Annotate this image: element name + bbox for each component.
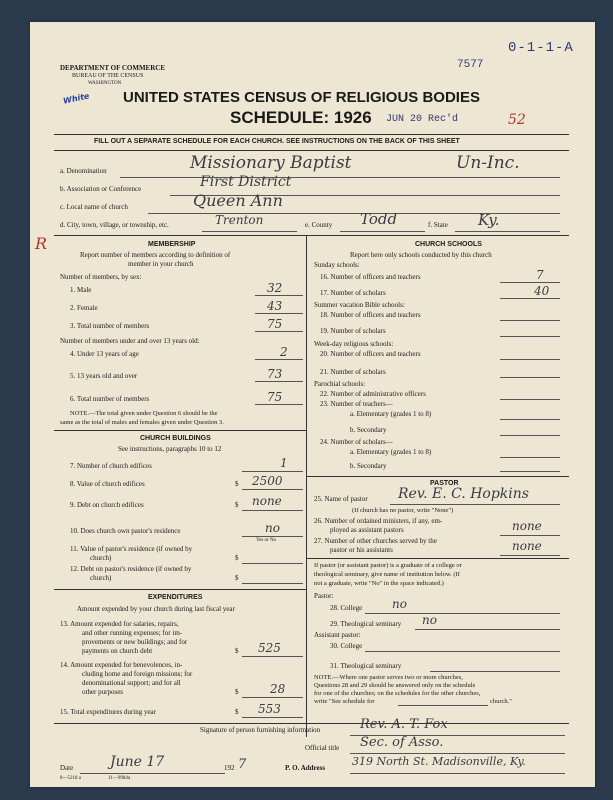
q30-label: 30. College: [330, 642, 363, 650]
q31-label: 31. Theological seminary: [330, 662, 402, 670]
q1-value: 32: [267, 281, 283, 295]
washington-line: WASHINGTON: [88, 81, 122, 86]
pastor-rule: [306, 558, 569, 559]
q7-value: 1: [280, 456, 288, 470]
membership-sub2: member in your church: [128, 260, 194, 268]
q29-value: no: [422, 613, 437, 627]
red-number: 52: [508, 112, 526, 128]
q15-label: 15. Total expenditures during year: [60, 708, 156, 716]
schools-rule: [306, 476, 569, 477]
q28-label: 28. College: [330, 604, 363, 612]
association-label: b. Association or Conference: [60, 185, 142, 193]
expenditures-heading: EXPENDITURES: [148, 594, 203, 601]
q25-note: (If church has no pastor, write "None"): [352, 507, 454, 514]
membership-rule: [54, 430, 306, 431]
q25-value: Rev. E. C. Hopkins: [398, 486, 529, 502]
graduate-note1: If pastor (or assistant pastor) is a graduate of a college or: [314, 562, 462, 569]
q16-label: 16. Number of officers and teachers: [320, 273, 421, 281]
department-line: DEPARTMENT OF COMMERCE: [60, 64, 166, 72]
q4-value: 2: [280, 345, 288, 359]
q5-label: 5. 13 years old and over: [70, 372, 138, 380]
q23b-label: b. Secondary: [350, 426, 387, 434]
q9-value: none: [252, 494, 282, 508]
county-label: e. County: [305, 221, 333, 229]
yes-or-no-hint: Yes or No: [256, 538, 277, 543]
buildings-heading: CHURCH BUILDINGS: [140, 435, 211, 442]
year-prefix: 192: [224, 764, 235, 772]
buildings-rule: [54, 589, 306, 590]
denomination-label: a. Denomination: [60, 167, 107, 175]
q12-label-b: church): [90, 574, 112, 582]
q26-label-b: ployed as assistant pastors: [330, 526, 404, 534]
corner-code: 0-1-1-A: [508, 40, 574, 56]
city-value: Trenton: [215, 213, 264, 227]
q14-label-a: 14. Amount expended for benevolences, in-: [60, 661, 183, 669]
membership-sub1: Report number of members according to definition of: [80, 251, 231, 259]
pastor-note3: for one of the churches; on the schedules for the other churches,: [314, 690, 481, 697]
official-title-value: Sec. of Asso.: [360, 735, 444, 750]
q8-value: 2500: [252, 474, 283, 488]
q26-value: none: [512, 519, 542, 533]
q17-value: 40: [534, 284, 550, 298]
signature-value: Rev. A. T. Fox: [360, 717, 448, 732]
q22-label: 22. Number of administrative officers: [320, 390, 426, 398]
by-sex-label: Number of members, by sex:: [60, 273, 142, 281]
date-label: Date: [60, 764, 74, 772]
q9-label: 9. Debt on church edifices: [70, 501, 144, 509]
q21-label: 21. Number of scholars: [320, 368, 386, 376]
age-heading: Number of members under and over 13 years old:: [60, 337, 200, 345]
parochial-label: Parochial schools:: [314, 380, 366, 388]
po-address-label: P. O. Address: [285, 764, 326, 772]
pastor-note4: write "See schedule for: [314, 698, 375, 705]
denomination-value-2: Un-Inc.: [456, 153, 520, 173]
q24a-label: a. Elementary (grades 1 to 8): [350, 448, 432, 456]
schools-heading: CHURCH SCHOOLS: [415, 241, 482, 248]
q23-label: 23. Number of teachers—: [320, 400, 393, 408]
bottom-rule: [54, 723, 569, 724]
fields-rule: [54, 235, 569, 236]
city-label: d. City, town, village, or township, etc.: [60, 221, 169, 229]
q2-value: 43: [267, 299, 283, 313]
white-stamp: White: [62, 91, 91, 106]
q1-label: 1. Male: [70, 286, 92, 294]
q18-label: 18. Number of officers and teachers: [320, 311, 421, 319]
state-label: f. State: [428, 221, 448, 229]
q16-value: 7: [536, 268, 544, 282]
bureau-line: BUREAU OF THE CENSUS: [72, 73, 144, 79]
weekday-label: Week-day religious schools:: [314, 340, 394, 348]
q11-label-a: 11. Value of pastor's residence (if owned by: [70, 545, 193, 553]
q29-label: 29. Theological seminary: [330, 620, 402, 628]
assistant-label: Assistant pastor:: [314, 631, 361, 639]
q6-label: 6. Total number of members: [70, 395, 150, 403]
official-title-label: Official title: [305, 744, 340, 752]
q13-value: 525: [258, 641, 281, 655]
state-value: Ky.: [478, 211, 500, 229]
q15-value: 553: [258, 702, 281, 716]
q6-value: 75: [267, 390, 283, 404]
q25-label: 25. Name of pastor: [314, 495, 368, 503]
q10-label: 10. Does church own pastor's residence: [70, 527, 181, 535]
pastor-heading: PASTOR: [430, 480, 459, 487]
q3-label: 3. Total number of members: [70, 322, 150, 330]
number-stamp: 7577: [457, 59, 484, 71]
form-number-2: 11—9984a: [108, 776, 131, 781]
q11-label-b: church): [90, 554, 112, 562]
pastor-note1: NOTE.—Where one pastor serves two or more churches,: [314, 674, 463, 681]
membership-note1: NOTE.—The total given under Question 6 should be the: [70, 410, 218, 417]
graduate-note3: not a graduate, write "No" in the space indicated.): [314, 580, 444, 587]
q3-value: 75: [267, 317, 283, 331]
membership-heading: MEMBERSHIP: [148, 241, 196, 248]
form-number: 8—5218 a: [60, 776, 81, 781]
local-name-label: c. Local name of church: [60, 203, 128, 211]
q23a-label: a. Elementary (grades 1 to 8): [350, 410, 432, 418]
received-stamp: JUN 20 Rec'd: [386, 114, 459, 125]
form-title: UNITED STATES CENSUS OF RELIGIOUS BODIES: [123, 89, 480, 106]
expenditures-sub: Amount expended by your church during last fiscal year: [77, 605, 235, 613]
year-value: 7: [238, 757, 247, 772]
q12-label-a: 12. Debt on pastor's residence (if owned by: [70, 565, 192, 573]
date-value: June 17: [110, 754, 165, 770]
q14-label-b: cluding home and foreign missions; for: [82, 670, 193, 678]
q24-label: 24. Number of scholars—: [320, 438, 393, 446]
schedule-year: SCHEDULE: 1926: [230, 108, 372, 127]
association-value: First District: [200, 174, 292, 190]
column-divider: [306, 235, 307, 737]
q13-label-c: provements or new buildings; and for: [82, 638, 188, 646]
q20-label: 20. Number of officers and teachers: [320, 350, 421, 358]
summer-label: Summer vacation Bible schools:: [314, 301, 405, 309]
q14-label-d: other purposes: [82, 688, 124, 696]
q26-label-a: 26. Number of ordained ministers, if any, em-: [314, 517, 443, 525]
q10-value: no: [265, 521, 280, 535]
po-address-value: 319 North St. Madisonville, Ky.: [352, 755, 526, 768]
q7-label: 7. Number of church edifices: [70, 462, 152, 470]
title-rule: [54, 134, 569, 135]
pastor-label: Pastor:: [314, 592, 334, 600]
red-r-mark: R: [35, 234, 48, 253]
q2-label: 2. Female: [70, 304, 98, 312]
signature-label: Signature of person furnishing information: [200, 726, 321, 734]
q4-label: 4. Under 13 years of age: [70, 350, 139, 358]
q27-label-b: pastor or his assistants: [330, 546, 393, 554]
sunday-label: Sunday schools:: [314, 261, 360, 269]
q13-label-a: 13. Amount expended for salaries, repairs,: [60, 620, 179, 628]
county-value: Todd: [360, 210, 398, 228]
instruction-rule: [54, 150, 569, 151]
schools-sub: Report here only schools conducted by this church: [350, 251, 492, 259]
instruction-line: FILL OUT A SEPARATE SCHEDULE FOR EACH CHURCH. SEE INSTRUCTIONS ON THE BACK OF THIS SHEET: [94, 138, 460, 145]
q27-value: none: [512, 539, 542, 553]
q14-value: 28: [270, 682, 286, 696]
membership-note2: same as the total of males and females given under Question 3.: [60, 419, 224, 426]
q8-label: 8. Value of church edifices: [70, 480, 145, 488]
local-name-value: Queen Ann: [193, 191, 283, 210]
census-schedule-sheet: 0-1-1-A 7577 DEPARTMENT OF COMMERCE BUREAU OF THE CENSUS WASHINGTON White UNITED STATES CENSUS OF RELIGIOUS BODIES SCHEDULE: 1926 JUN 20 Rec'd 52 FILL OUT A SEPARATE SCHEDULE FOR EACH CHURCH. SEE INSTRUCTIONS ON THE BACK OF THIS SHEET R a. Denomination Missionary Baptist Un-Inc. b. Association or Conference First District c. Local name of church Queen Ann d. City, town, village, or township, etc. Trenton e. County Todd f. State Ky. MEMBERSHIP Report number of members according to definition of member in your church Number of members, by sex: 1. Male 32 2. Female 43 3. Total number of members 75 Number of members under and over 13 years old: 4. Under 13 years of age 2 5. 13 years old and over 73 6. Total number of members 75 NOTE.—The total given under Question 6 should be the same as the total of males and females given under Question 3. CHURCH BUILDINGS See instructions, paragraphs 10 to 12 7. Number of church edifices 1 8. Value of church edifices $ 2500 9. Debt on church edifices $ none 10. Does church own pastor's residence no Yes or No 11. Value of pastor's residence (if owned by church) $ 12. Debt on pastor's residence (if owned by church) $ EXPENDITURES Amount expended by your church during last fiscal year 13. Amount expended for salaries, repairs, and other running expenses; for im- provements or new buildings; and for payments on church debt $ 525 14. Amount expended for benevolences, in- cluding home and foreign missions; for denominational support; and for all other purposes $ 28 15. Total expenditures during year $ 553 CHURCH SCHOOLS Report here only schools conducted by this church Sunday schools: 16. Number of officers and teachers 7 17. Number of scholars 40 Summer vacation Bible schools: 18. Number of officers and teachers 19. Number of scholars Week-day religious schools: 20. Number of officers and teachers 21. Number of scholars Parochial schools: 22. Number of administrative officers 23. Number of teachers— a. Elementary (grades 1 to 8) b. Secondary 24. Number of scholars— a. Elementary (grades 1 to 8) b. Secondary PASTOR 25. Name of pastor Rev. E. C. Hopkins (If church has no pastor, write "None") 26. Number of ordained ministers, if any, em- ployed as assistant pastors none 27. Number of other churches served by the pastor or his assistants none If pastor (or assistant pastor) is a graduate of a college or theological seminary, give name of institution below. (If not a graduate, write "No" in the space indicated.) Pastor: 28. College no 29. Theological seminary no Assistant pastor: 30. College 31. Theological seminary NOTE.—Where one pastor serves two or more churches, Questions 28 and 29 should be answered only on the schedule for one of the churches; on the schedules for the other churches, write "See schedule for church." Signature of person furnishing information Rev. A. T. Fox Official title Sec. of Asso. Date June 17 192 7 P. O. Address 319 North St. Madisonville, Ky. 8—5218 a 11—9984a: [30, 22, 595, 787]
q13-label-b: and other running expenses; for im-: [82, 629, 183, 637]
q5-value: 73: [267, 367, 283, 381]
q14-label-c: denominational support; and for all: [82, 679, 181, 687]
pastor-note4b: church.": [490, 698, 512, 705]
denomination-value: Missionary Baptist: [190, 153, 352, 173]
q17-label: 17. Number of scholars: [320, 289, 386, 297]
q27-label-a: 27. Number of other churches served by the: [314, 537, 437, 545]
q28-value: no: [392, 597, 407, 611]
q24b-label: b. Secondary: [350, 462, 387, 470]
q19-label: 19. Number of scholars: [320, 327, 386, 335]
graduate-note2: theological seminary, give name of institution below. (If: [314, 571, 460, 578]
q13-label-d: payments on church debt: [82, 647, 153, 655]
pastor-note2: Questions 28 and 29 should be answered only on the schedule: [314, 682, 476, 689]
buildings-sub: See instructions, paragraphs 10 to 12: [118, 445, 222, 453]
